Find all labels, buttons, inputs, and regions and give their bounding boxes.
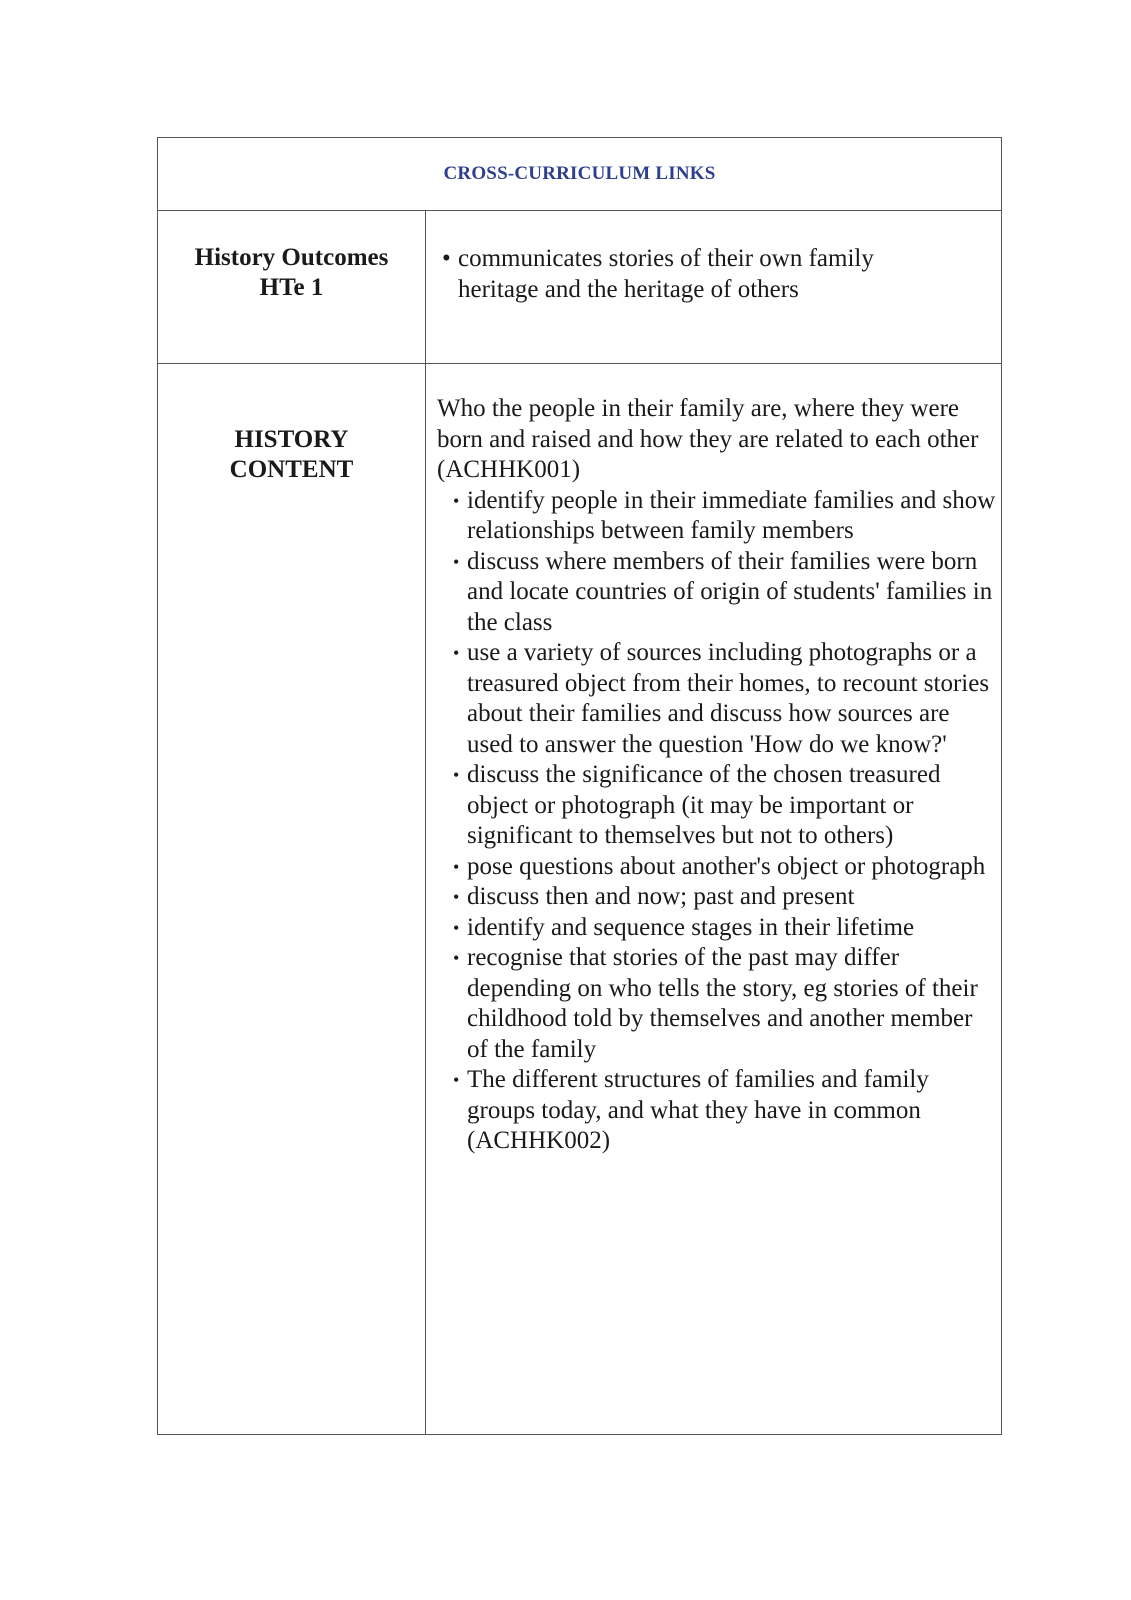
history-outcomes-row (158, 211, 1001, 364)
bullet-icon: • (453, 856, 460, 877)
list-item-text: use a variety of sources including photographs or a treasured object from their homes, to recount stories about their families and discuss how sources are used to answer the question 'How do we know?' (467, 639, 990, 758)
bullet-icon: • (453, 643, 460, 663)
history-content-label (158, 364, 426, 1435)
list-item (437, 882, 997, 913)
bullet-icon: • (453, 765, 460, 785)
outcome-item (442, 244, 898, 305)
outcome-text: communicates stories of their own family heritage and the heritage of others (458, 245, 874, 303)
bullet-icon: • (453, 917, 460, 938)
history-content-row (158, 364, 1001, 1435)
content-label-line1: HISTORY (234, 426, 349, 453)
bullet-icon: • (453, 887, 460, 907)
list-item (437, 760, 997, 852)
list-item (437, 547, 997, 639)
list-item (437, 638, 997, 760)
table-header-row (158, 138, 1001, 211)
list-item (437, 486, 997, 547)
bullet-icon: • (453, 1070, 460, 1090)
list-item-text: recognise that stories of the past may differ depending on who tells the story, eg stories of their childhood told by themselves and another member of the family (467, 944, 978, 1063)
list-item-text: identify people in their immediate families and show relationships between family members (467, 486, 996, 544)
list-item-text: The different structures of families and family groups today, and what they have in common (ACHHK002) (467, 1066, 929, 1154)
list-item-text: identify and sequence stages in their lifetime (467, 913, 915, 941)
bullet-icon: • (453, 948, 460, 968)
content-label-line2: CONTENT (229, 456, 354, 483)
list-item (437, 943, 997, 1065)
content-body (437, 394, 997, 1157)
bullet-icon: • (453, 490, 460, 511)
list-item (437, 913, 997, 944)
bullet-icon: • (442, 245, 451, 272)
outcomes-label-line2: HTe 1 (259, 274, 324, 301)
bullet-icon: • (453, 551, 460, 572)
outcomes-label-line1: History Outcomes (194, 244, 389, 271)
table-title: CROSS-CURRICULUM LINKS (443, 163, 716, 184)
history-outcomes-label (158, 211, 426, 363)
content-bullet-list (437, 486, 997, 1157)
list-item (437, 1065, 997, 1157)
list-item-text: discuss where members of their families were born and locate countries of origin of students' families in the class (467, 547, 993, 636)
list-item-text: pose questions about another's object or photograph (467, 852, 986, 880)
cross-curriculum-table (157, 137, 1002, 1435)
history-content-cell (426, 364, 1001, 1435)
list-item-text: discuss then and now; past and present (467, 883, 855, 910)
list-item-text: discuss the significance of the chosen treasured object or photograph (it may be important or significant to themselves but not to others) (467, 761, 941, 849)
list-item (437, 852, 997, 883)
history-outcomes-cell (426, 211, 1001, 363)
content-intro: Who the people in their family are, where they were born and raised and how they are related to each other (ACHHK001) (437, 395, 979, 483)
